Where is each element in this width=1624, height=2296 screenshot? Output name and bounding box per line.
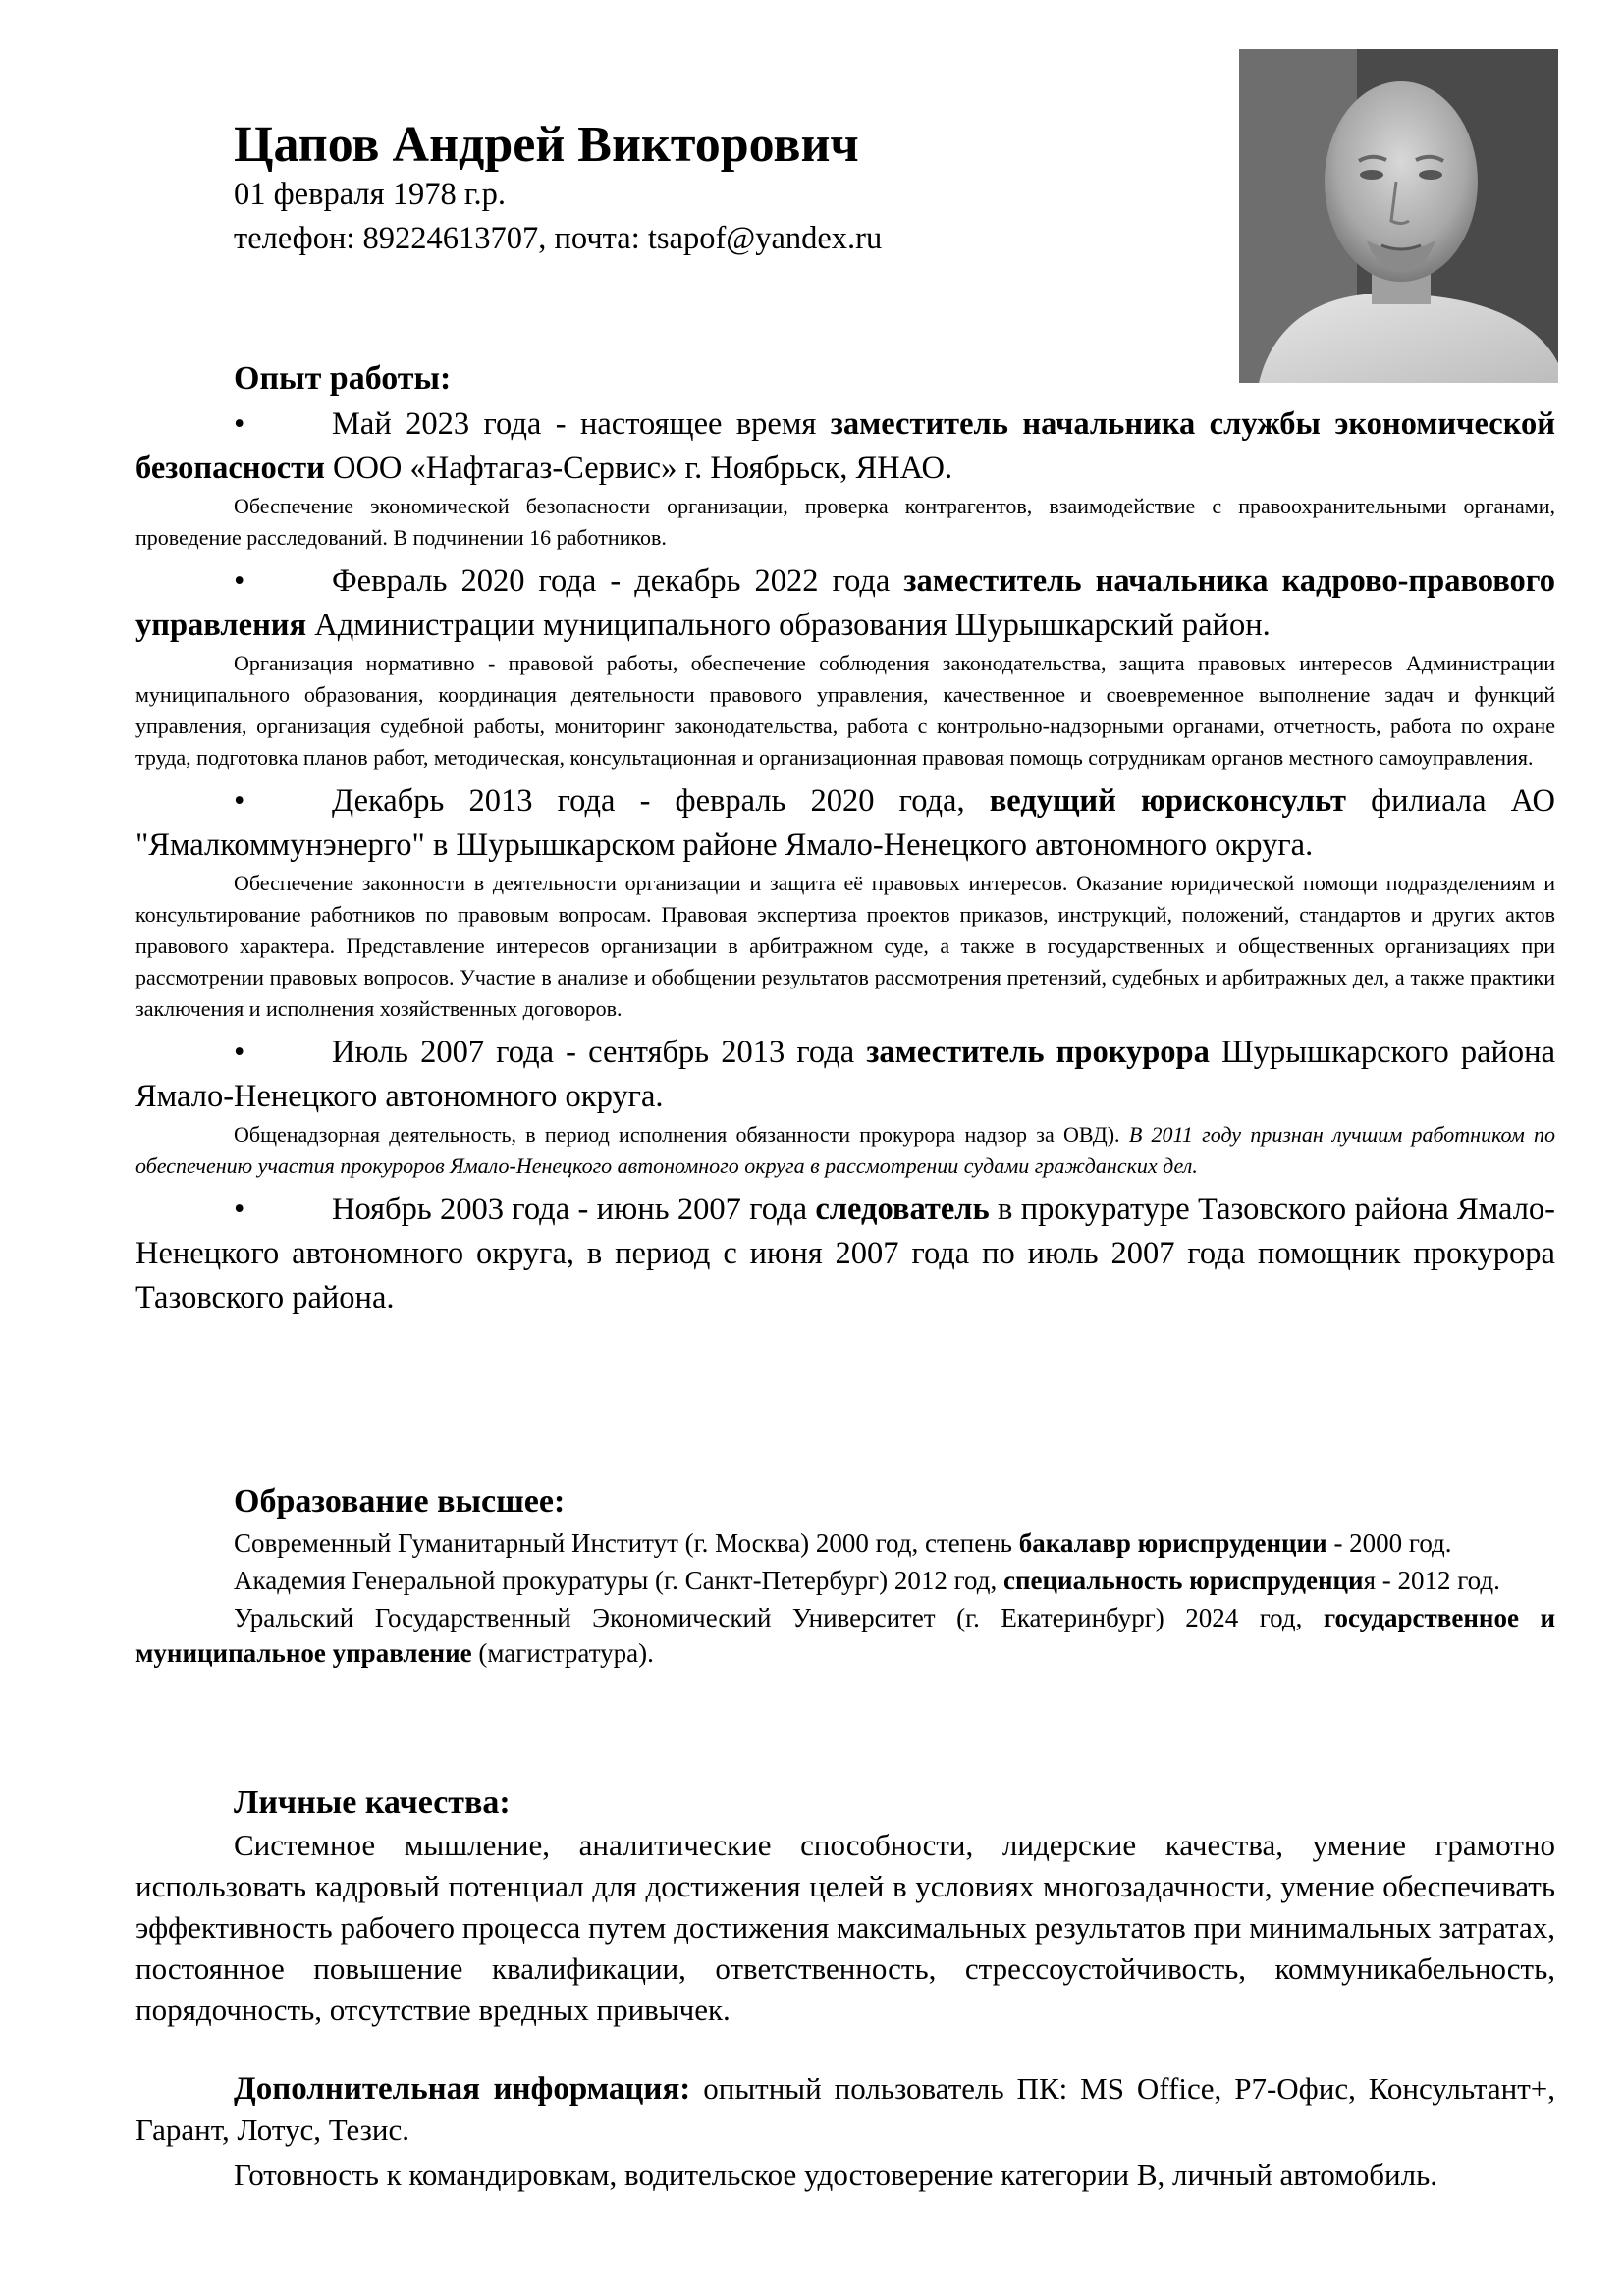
job-position: заместитель прокурора bbox=[866, 1035, 1210, 1070]
contact-info: телефон: 89224613707, почта: tsapof@yandex.ru bbox=[234, 221, 883, 256]
education-item: Академия Генеральной прокуратуры (г. Санкт-Петербург) 2012 год, специальность юриспруденция - 2012 год. bbox=[234, 1566, 1500, 1595]
additional-info-2: Готовность к командировкам, водительское удостоверение категории В, личный автомобиль. bbox=[234, 2158, 1437, 2192]
award-note: В 2011 году признан лучшим работником по обеспечению участия прокуроров Ямало-Ненецкого автономного округа в рассмотрении судами гражданских дел. bbox=[135, 1122, 1555, 1178]
person-photo-icon bbox=[1239, 49, 1558, 383]
job-description: Обеспечение законности в деятельности организации и защита её правовых интересов. Оказание юридической помощи подразделениям и консультирование работников по правовым вопросам. Правовая экспертиза проектов приказов, инструкций, положений, стандартов и других актов правового характера. Представление интересов организации в арбитражном суде, а также в государственных и общественных организациях при рассмотрении правовых вопросов. Участие в анализе и обобщении результатов рассмотрения претензий, судебных и арбитражных дел, а также практики заключения и исполнения хозяйственных договоров. bbox=[135, 871, 1555, 1021]
additional-info: Дополнительная информация: опытный пользователь ПК: MS Office, Р7-Офис, Консультант+, Гарант, Лотус, Тезис. bbox=[135, 2071, 1555, 2147]
job-entry: • Декабрь 2013 года - февраль 2020 года, ведущий юрисконсульт филиала АО "Ямалкоммунэнерго" в Шурышкарском районе Ямало-Ненецкого автономного округа. bbox=[135, 779, 1555, 868]
bullet: • bbox=[234, 563, 245, 599]
job-position: заместитель начальника службы экономической безопасности bbox=[135, 406, 1555, 486]
additional-title: Дополнительная информация: bbox=[234, 2071, 691, 2107]
job-position: заместитель начальника кадрово-правового управления bbox=[135, 563, 1556, 643]
qualities-title: Личные качества: bbox=[234, 1785, 511, 1821]
education-title: Образование высшее: bbox=[234, 1483, 566, 1520]
job-description: Общенадзорная деятельность, в период исполнения обязанности прокурора надзор за ОВД). В 2011 году признан лучшим работником по обеспечению участия прокуроров Ямало-Ненецкого автономного округа в рассмотрении судами гражданских дел. bbox=[135, 1122, 1555, 1178]
qualities-text: Системное мышление, аналитические способности, лидерские качества, умение грамотно использовать кадровый потенциал для достижения целей в условиях многозадачности, умение обеспечивать эффективность рабочего процесса путем достижения максимальных результатов при минимальных затратах, постоянное повышение квалификации, ответственность, стрессоустойчивость, коммуникабельность, порядочность, отсутствие вредных привычек. bbox=[135, 1828, 1555, 2027]
bullet: • bbox=[234, 783, 245, 819]
job-entry: • Май 2023 года - настоящее время заместитель начальника службы экономической безопасности ООО «Нафтагаз-Сервис» г. Ноябрьск, ЯНАО. bbox=[135, 402, 1555, 491]
bullet: • bbox=[234, 1192, 245, 1227]
profile-photo bbox=[1239, 49, 1558, 383]
education-item: Современный Гуманитарный Институт (г. Москва) 2000 год, степень бакалавр юриспруденции - 2000 год. bbox=[234, 1528, 1452, 1558]
experience-title: Опыт работы: bbox=[234, 360, 452, 397]
education-item: Уральский Государственный Экономический Университет (г. Екатеринбург) 2024 год, государственное и муниципальное управление (магистратура). bbox=[135, 1603, 1555, 1668]
birth-date: 01 февраля 1978 г.р. bbox=[234, 177, 506, 212]
job-position: следователь bbox=[815, 1192, 990, 1227]
job-description: Организация нормативно - правовой работы, обеспечение соблюдения законодательства, защита правовых интересов Администрации муниципального образования, координация деятельности правового управления, качественное и своевременное выполнение задач и функций управления, организация судебной работы, мониторинг законодательства, работа с контрольно-надзорными органами, отчетность, работа по охране труда, подготовка планов работ, методическая, консультационная и организационная правовая помощь сотрудникам органов местного самоуправления. bbox=[135, 651, 1555, 770]
bullet: • bbox=[234, 406, 245, 442]
bullet: • bbox=[234, 1035, 245, 1070]
job-entry: • Июль 2007 года - сентябрь 2013 года заместитель прокурора Шурышкарского района Ямало-Ненецкого автономного округа. bbox=[135, 1031, 1555, 1119]
person-name: Цапов Андрей Викторович bbox=[234, 117, 859, 173]
job-position: ведущий юрисконсульт bbox=[989, 783, 1346, 819]
job-entry: • Ноябрь 2003 года - июнь 2007 года следователь в прокуратуре Тазовского района Ямало-Ненецкого автономного округа, в период с июня 2007 года по июль 2007 года помощник прокурора Тазовского района. bbox=[135, 1188, 1555, 1320]
job-description: Обеспечение экономической безопасности организации, проверка контрагентов, взаимодействие с правоохранительными органами, проведение расследований. В подчинении 16 работников. bbox=[135, 494, 1555, 550]
job-entry: • Февраль 2020 года - декабрь 2022 года заместитель начальника кадрово-правового управления Администрации муниципального образования Шурышкарский район. bbox=[135, 560, 1555, 648]
